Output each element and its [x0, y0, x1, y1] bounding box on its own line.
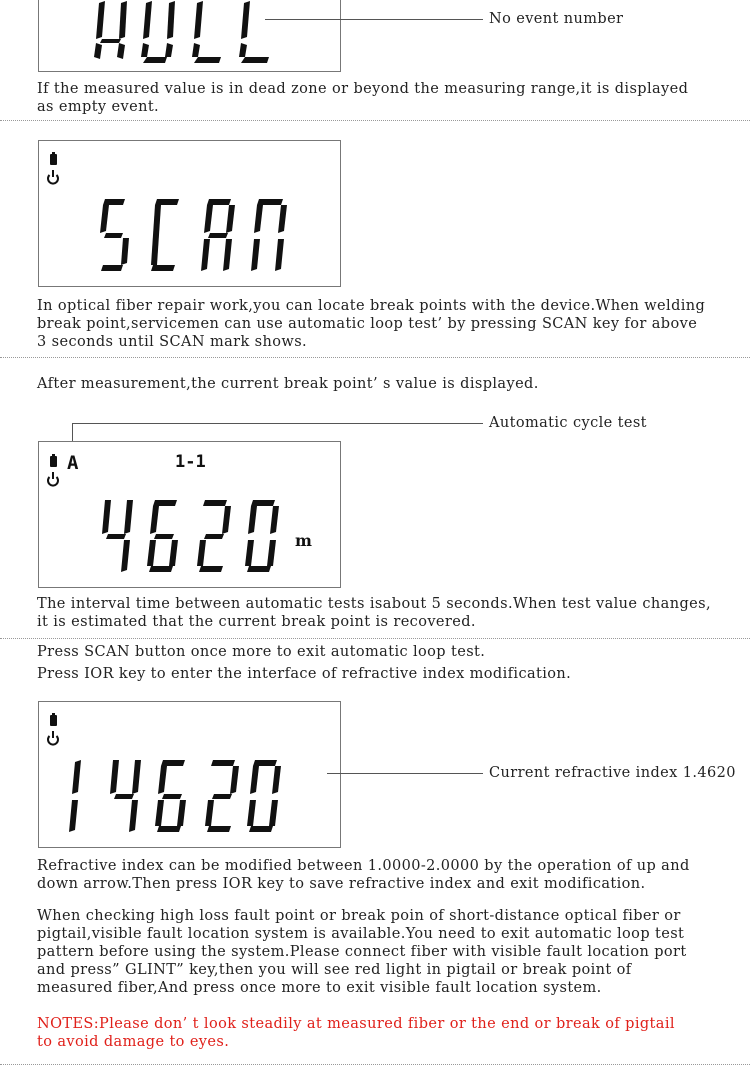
para3: After measurement,the current break point’ s value is displayed.	[37, 376, 539, 392]
para2-line2: break point,servicemen can use automatic loop test’ by pressing SCAN key for above	[37, 316, 698, 332]
para4-line1: The interval time between automatic tests isabout 5 seconds.When test value changes,	[37, 596, 711, 612]
para6-line2: down arrow.Then press IOR key to save refractive index and exit modification.	[37, 876, 646, 892]
scan-glyphs	[100, 199, 287, 271]
null-readout	[39, 0, 342, 73]
para7-line1: When checking high loss fault point or break poin of short-distance optical fiber or	[37, 908, 681, 924]
notes-line2: to avoid damage to eyes.	[37, 1034, 230, 1050]
para7-line2: pigtail,visible fault location system is available.You need to exit automatic loop test	[37, 926, 685, 942]
divider-4	[0, 1064, 750, 1065]
para5-line2: Press IOR key to enter the interface of refractive index modification.	[37, 666, 572, 682]
power-icon	[48, 170, 58, 184]
battery-icon	[50, 152, 57, 165]
para7-line4: and press” GLINT” key,then you will see red light in pigtail or break point of	[37, 962, 632, 978]
para7-line5: measured fiber,And press once more to exit visible fault location system.	[37, 980, 602, 996]
lcd-display-distance	[38, 441, 341, 588]
para1-line1: If the measured value is in dead zone or beyond the measuring range,it is displayed	[37, 81, 689, 97]
null-glyphs	[94, 1, 269, 63]
distance-unit: m	[295, 531, 312, 550]
callout-line-auto-cycle	[72, 423, 483, 424]
divider-2	[0, 357, 750, 358]
lcd-display-null	[38, 0, 341, 72]
power-icon	[48, 472, 58, 486]
callout-no-event-number: No event number	[489, 11, 624, 27]
para2-line1: In optical fiber repair work,you can locate break points with the device.When welding	[37, 298, 706, 314]
test-index: 1-1	[175, 452, 206, 472]
mode-indicator: A	[67, 452, 79, 474]
lcd-display-scan	[38, 140, 341, 287]
distance-glyphs	[102, 500, 279, 572]
para5-line1: Press SCAN button once more to exit automatic loop test.	[37, 644, 486, 660]
callout-line-refractive-index	[327, 773, 483, 774]
distance-readout	[39, 442, 342, 589]
divider-3	[0, 638, 750, 639]
battery-icon	[50, 713, 57, 726]
scan-readout	[39, 141, 342, 288]
para1-line2: as empty event.	[37, 99, 160, 115]
callout-line-auto-cycle-vertical	[72, 423, 73, 443]
power-icon	[48, 731, 58, 745]
para6-line1: Refractive index can be modified between 1.0000-2.0000 by the operation of up and	[37, 858, 690, 874]
para7-line3: pattern before using the system.Please connect fiber with visible fault location port	[37, 944, 687, 960]
refractive-index-glyphs	[69, 760, 281, 832]
divider-1	[0, 120, 750, 121]
battery-icon	[50, 454, 57, 467]
para4-line2: it is estimated that the current break point is recovered.	[37, 614, 476, 630]
notes-line1: NOTES:Please don’ t look steadily at measured fiber or the end or break of pigtail	[37, 1016, 675, 1032]
lcd-display-refractive-index	[38, 701, 341, 848]
callout-line-null	[265, 19, 483, 20]
callout-current-refractive-index: Current refractive index 1.4620	[489, 765, 736, 781]
para2-line3: 3 seconds until SCAN mark shows.	[37, 334, 308, 350]
refractive-index-readout	[39, 702, 342, 849]
callout-automatic-cycle-test: Automatic cycle test	[489, 415, 647, 431]
